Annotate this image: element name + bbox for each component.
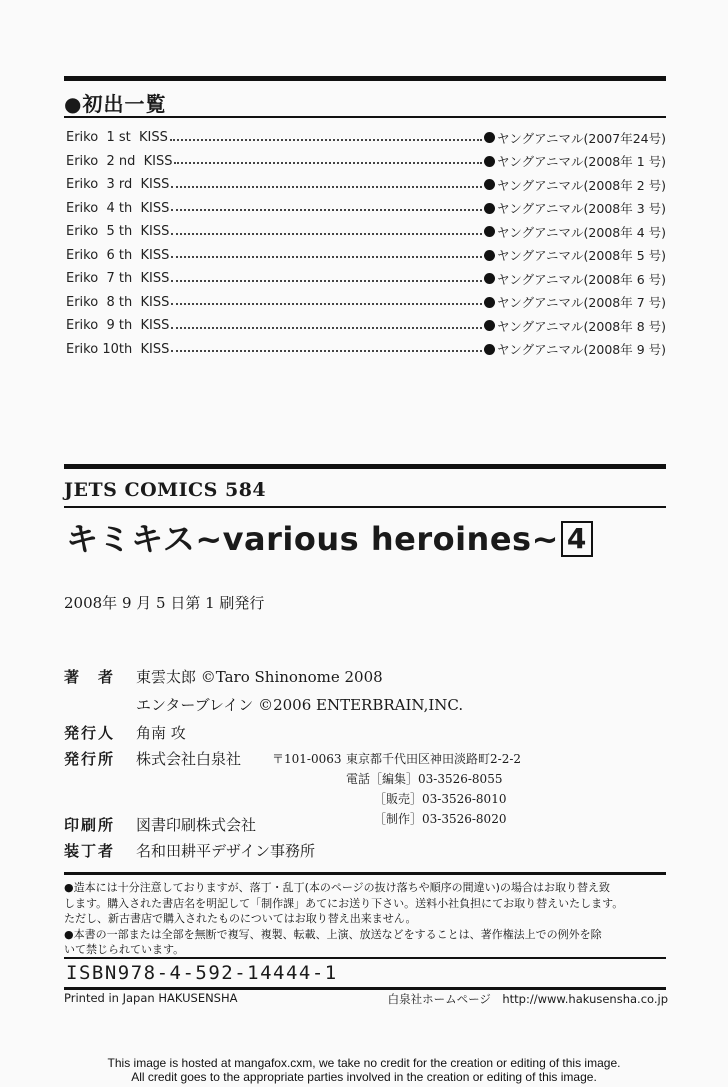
designer-label: 装丁者: [64, 842, 116, 860]
series-name: JETS COMICS 584: [64, 479, 267, 501]
designer-value: 名和田耕平デザイン事務所: [136, 842, 315, 860]
host-note-line-1: This image is hosted at mangafox.cxm, we take no credit for the creation or editing of this image.: [107, 1056, 621, 1070]
author-value-2: エンターブレイン ©2006 ENTERBRAIN,INC.: [136, 696, 464, 714]
first-appearance-title: ●初出一覧: [64, 92, 167, 116]
leader-dots: [170, 139, 482, 141]
leader-dots: [171, 280, 482, 282]
printed-in: Printed in Japan HAKUSENSHA: [64, 991, 238, 1005]
list-item: [66, 244, 666, 268]
magazine-issue: ヤングアニマル(2008年 4 号): [497, 224, 666, 240]
top-rule: [64, 76, 666, 81]
leader-dots: [171, 186, 482, 188]
list-item: [66, 220, 666, 244]
isbn-rule: [64, 987, 666, 990]
publisher-value: 株式会社白泉社: [136, 750, 242, 768]
chapter-title: Eriko 3 rd KISS: [66, 177, 170, 193]
book-title-text: キミキス~various heroines~: [66, 520, 559, 558]
tel-sales: ［販売］03-3526-8010: [374, 792, 507, 806]
bullet-icon: [484, 156, 495, 167]
list-item: [66, 291, 666, 315]
author-value: 東雲太郎 ©Taro Shinonome 2008: [136, 668, 383, 686]
list-item: [66, 314, 666, 338]
imprint-top-rule: [64, 464, 666, 469]
chapter-title: Eriko 1 st KISS: [66, 130, 168, 146]
leader-dots: [171, 233, 482, 235]
chapter-title: Eriko 10th KISS: [66, 341, 170, 357]
bullet-icon: [484, 273, 495, 284]
first-appearance-list: [66, 126, 666, 361]
volume-number: 4: [561, 521, 593, 557]
list-item: [66, 267, 666, 291]
chapter-title: Eriko 5 th KISS: [66, 224, 170, 240]
magazine-issue: ヤングアニマル(2008年 2 号): [497, 177, 666, 193]
leader-dots: [171, 303, 482, 305]
leader-dots: [171, 350, 482, 352]
chapter-title: Eriko 9 th KISS: [66, 318, 170, 334]
book-title: [66, 514, 593, 560]
bullet-icon: [484, 179, 495, 190]
notice-line-2: します。購入された書店名を明記して「制作課」あてにお送り下さい。送料小社負担にてお取り替えいたします。: [64, 896, 624, 910]
printer-value: 図書印刷株式会社: [136, 816, 257, 834]
leader-dots: [171, 256, 482, 258]
leader-dots: [174, 162, 482, 164]
chapter-title: Eriko 6 th KISS: [66, 247, 170, 263]
leader-dots: [171, 327, 482, 329]
chapter-title: Eriko 4 th KISS: [66, 200, 170, 216]
notice-top-rule: [64, 872, 666, 875]
magazine-issue: ヤングアニマル(2008年 8 号): [497, 318, 666, 334]
magazine-issue: ヤングアニマル(2008年 3 号): [497, 201, 666, 217]
first-title-rule: [64, 116, 666, 118]
notice-text: [64, 880, 670, 958]
magazine-issue: ヤングアニマル(2008年 7 号): [497, 295, 666, 311]
magazine-issue: ヤングアニマル(2008年 9 号): [497, 342, 666, 358]
magazine-issue: ヤングアニマル(2008年 5 号): [497, 248, 666, 264]
list-item: [66, 197, 666, 221]
chapter-title: Eriko 2 nd KISS: [66, 153, 173, 169]
publisher-label: 発行所: [64, 750, 116, 768]
bullet-icon: [484, 250, 495, 261]
notice-line-4: ●本書の一部または全部を無断で複写、複製、転載、上演、放送などをすることは、著作権法上での例外を除: [64, 927, 602, 941]
publication-date: 2008年 9 月 5 日第 1 刷発行: [64, 594, 265, 612]
leader-dots: [171, 209, 482, 211]
bullet-icon: [484, 320, 495, 331]
chapter-title: Eriko 7 th KISS: [66, 271, 170, 287]
notice-bottom-rule: [64, 957, 666, 959]
magazine-issue: ヤングアニマル(2007年24号): [497, 130, 666, 146]
postal-code: 〒101-0063: [272, 752, 342, 766]
tel-editorial: 電話［編集］03-3526-8055: [346, 772, 503, 786]
list-item: [66, 173, 666, 197]
bullet-icon: [484, 132, 495, 143]
author-label: 著 者: [64, 668, 116, 686]
publisher-person-label: 発行人: [64, 724, 116, 742]
host-note-line-2: All credit goes to the appropriate parties involved in the creation or editing of this image.: [131, 1070, 597, 1084]
series-rule: [64, 506, 666, 508]
address: 東京都千代田区神田淡路町2-2-2: [346, 752, 522, 766]
publisher-person-value: 角南 攻: [136, 724, 186, 742]
bullet-icon: [484, 344, 495, 355]
chapter-title: Eriko 8 th KISS: [66, 294, 170, 310]
isbn: ISBN978-4-592-14444-1: [66, 962, 338, 984]
notice-line-1: ●造本には十分注意しておりますが、落丁・乱丁(本のページの抜け落ちや順序の間違い)の場合はお取り替え致: [64, 881, 610, 894]
list-item: [66, 338, 666, 362]
bullet-icon: [484, 226, 495, 237]
bullet-icon: [484, 203, 495, 214]
publisher-homepage: 白泉社ホームページ http://www.hakusensha.co.jp: [387, 992, 668, 1006]
magazine-issue: ヤングアニマル(2008年 1 号): [497, 154, 666, 170]
magazine-issue: ヤングアニマル(2008年 6 号): [497, 271, 666, 287]
printer-label: 印刷所: [64, 816, 116, 834]
notice-line-5: いて禁じられています。: [64, 943, 185, 956]
tel-production: ［制作］03-3526-8020: [374, 812, 507, 826]
list-item: [66, 150, 666, 174]
list-item: [66, 126, 666, 150]
notice-line-3: ただし、新古書店で購入されたものについてはお取り替え出来ません。: [64, 912, 417, 925]
bullet-icon: [484, 297, 495, 308]
